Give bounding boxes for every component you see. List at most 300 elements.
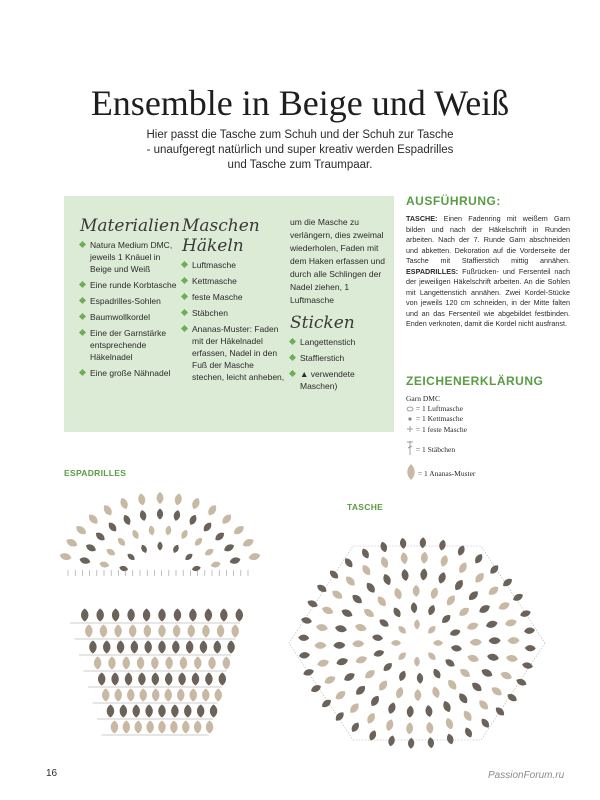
stitch-mark [158,641,165,654]
stitch-mark [203,547,215,557]
stitches-continuation: um die Masche zu verlängern, dies zweimal wiederholen, Faden mit dem Haken erfassen und durch alle Schlingen der Nadel ziehen, 1 Luftmasche [290,217,385,305]
tasche-label: TASCHE: [406,214,438,223]
stitch-mark [344,574,357,587]
stitch-mark [182,721,189,734]
stitch-mark [392,606,403,619]
stitch-mark [223,657,230,670]
stitch-mark [140,689,147,702]
list-item: Eine große Nähnadel [80,367,180,379]
stitch-mark [165,673,172,686]
stitch-mark [506,654,519,663]
stitch-mark [314,642,326,649]
stitch-mark [227,641,234,654]
stitch-mark [315,623,328,632]
list-item: Eine der Garnstärke entsprechende Häkelnadel [80,327,180,363]
stitch-mark [197,705,204,718]
stitch-mark [152,673,159,686]
page-number: 16 [46,768,58,779]
stitch-mark [241,537,255,548]
stitch-mark [157,542,162,551]
stitch-mark [125,673,132,686]
list-item: Kettmasche [182,275,288,287]
stitch-mark [473,571,486,585]
list-item: Langettenstich [290,336,386,348]
stitch-mark [105,547,117,557]
stitch-mark [148,525,155,536]
stitch-mark [248,552,261,562]
stitch-mark [126,552,136,562]
stitch-mark [372,634,384,642]
single-crochet-icon [406,425,414,433]
materials-heading: Materialien [80,216,181,236]
stitch-mark [316,658,329,667]
stitch-mark [406,722,414,734]
stitch-mark [354,684,367,697]
stitch-mark [336,657,349,667]
stitch-mark [170,721,177,734]
stitch-mark [431,686,441,700]
stitch-mark [354,623,367,633]
stitch-mark [223,543,236,554]
stitch-mark [439,554,449,567]
stitch-mark [137,493,146,506]
stitch-mark [330,588,344,600]
stitch-mark [102,503,114,517]
stitch-mark [111,673,118,686]
stitch-mark [521,661,533,670]
stitch-mark [220,609,227,622]
stitch-mark [229,556,241,565]
embroidery-heading: Sticken [290,313,355,333]
stitch-mark [427,604,437,617]
stitch-mark [119,565,129,572]
stitch-mark [414,619,420,629]
stitch-mark [173,625,180,638]
stitch-mark [138,673,145,686]
stitch-mark [99,561,110,569]
stitch-mark [397,624,408,635]
stitch-mark [217,625,224,638]
stitch-mark [437,571,447,585]
stitch-mark [87,512,100,525]
stitch-mark [145,705,152,718]
stitch-mark [467,589,480,602]
stitch-mark [368,729,378,742]
list-item: ▲ verwendete Maschen) [290,368,386,392]
stitch-mark [446,733,455,745]
stitch-mark [180,657,187,670]
stitch-mark [157,509,163,520]
stitch-mark [205,673,212,686]
stitch-mark [489,637,501,644]
stitch-mark [466,621,480,631]
stitch-mark [427,737,435,749]
stitch-mark [210,561,221,569]
stitch-mark [108,657,115,670]
stitch-mark [85,625,92,638]
list-item: Stäbchen [182,307,288,319]
stitch-mark [431,667,442,680]
stitch-mark [499,670,513,681]
stitch-mark [135,721,142,734]
stitch-mark [501,577,514,589]
stitch-mark [192,673,199,686]
stitch-mark [298,634,309,641]
stitch-mark [119,497,130,511]
materials-list [80,239,180,379]
stitch-mark [463,726,474,739]
stitch-mark [111,721,118,734]
stitch-mark [165,657,172,670]
stitch-mark [191,497,202,511]
stitch-mark [364,581,377,595]
stitch-mark [348,701,361,715]
stitch-mark [184,552,194,562]
stitch-mark [458,667,472,680]
stitch-mark [158,721,165,734]
stitch-mark [426,651,437,662]
legend-label: = 1 Stäbchen [415,445,456,454]
espadrilles-text: Fußrücken- und Fersenteil nach der jeweiligen Häkelschrift arbeiten. An die Sohlen mit Langettenstich annähen. Zwei Kordel-Stücke von jeweils 120 cm schneiden, in der Mitte falten und an das Fersenteil wie abgebildet festbinden. Enden verknoten, damit die Kordel nicht ausfranst. [406,266,570,328]
stitch-mark [202,689,209,702]
stitch-mark [100,625,107,638]
embroidery-list [290,336,386,392]
chain-stitch-icon [406,406,414,412]
stitch-mark [220,512,233,525]
stitch-mark [117,641,124,654]
stitches-list [182,259,288,383]
stitch-mark [194,657,201,670]
stitch-mark [98,673,105,686]
stitch-mark [457,605,471,618]
materials-column [80,216,180,383]
stitch-mark [504,618,517,627]
stitch-mark [206,721,213,734]
stitch-mark [171,705,178,718]
stitch-mark [200,641,207,654]
stitch-mark [395,686,405,699]
stitch-mark [208,657,215,670]
legend-row [406,424,467,434]
stitch-mark [193,536,204,547]
stitch-mark [180,529,189,540]
stitch-mark [323,674,337,685]
stitch-mark [399,537,407,549]
stitch-mark [462,709,474,723]
stitch-mark [96,609,103,622]
stitch-mark [378,617,391,628]
stitch-mark [205,609,212,622]
legend-row [406,438,455,454]
stitch-mark [379,556,389,570]
espadrille-toe-chart [60,488,260,578]
stitch-mark [85,543,98,554]
stitch-mark [379,541,388,553]
stitch-mark [103,641,110,654]
stitch-mark [194,721,201,734]
stitch-mark [158,625,165,638]
stitch-mark [363,668,377,681]
stitch-mark [350,593,364,606]
stitch-mark [519,609,531,618]
stitch-mark [123,721,130,734]
stitch-mark [494,705,506,717]
stitch-mark [334,624,347,633]
stitch-mark [343,671,357,683]
stitch-mark [406,705,414,718]
list-item: Baumwollkordel [80,311,180,323]
stitch-mark [133,705,140,718]
double-crochet-icon [406,441,414,455]
stitch-mark [146,721,153,734]
stitch-mark [507,637,519,644]
stitch-mark [107,521,119,534]
stitch-mark [127,609,134,622]
stitch-mark [426,721,434,734]
stitch-mark [485,619,498,629]
stitch-mark [416,673,423,684]
stitch-mark [94,531,106,543]
stitch-mark [413,585,420,597]
stitch-mark [497,600,511,611]
stitch-mark [173,509,182,521]
stitch-mark [137,657,144,670]
stitch-mark [188,514,198,527]
materials-box [64,196,394,432]
stitch-mark [414,689,421,701]
stitch-mark [480,667,494,678]
stitch-mark [143,609,150,622]
stitch-mark [385,718,395,731]
stitch-mark [219,673,226,686]
slip-stitch-icon [406,416,414,422]
stitch-mark [373,649,385,658]
pineapple-stitch-icon [406,464,416,480]
stitch-mark [387,701,397,715]
stitch-mark [440,613,452,625]
execution-heading: AUSFÜHRUNG: [406,194,501,208]
execution-text [406,214,570,330]
stitch-mark [382,573,393,587]
list-item: Espadrilles-Sohlen [80,295,180,307]
stitch-mark [65,537,79,548]
stitch-mark [202,521,214,534]
stitch-mark [186,641,193,654]
stitch-mark [74,524,88,537]
stitch-mark [114,625,121,638]
stitch-mark [355,655,369,665]
stitch-mark [151,657,158,670]
stitch-mark [174,609,181,622]
espadrille-heel-chart [62,605,262,765]
tasche-section-label: TASCHE [347,502,384,512]
stitch-mark [310,683,323,694]
bag-hexagon-chart [284,518,550,768]
stitch-mark [444,717,454,731]
stitch-mark [446,678,459,692]
watermark: PassionForum.ru [488,770,565,781]
stitch-mark [444,657,457,668]
stitch-mark [479,717,491,730]
legend-label: = 1 feste Masche [415,425,467,434]
stitch-mark [391,640,401,646]
stitch-mark [408,738,415,749]
stitch-mark [525,645,536,652]
stitch-mark [177,689,184,702]
stitch-mark [365,711,377,725]
stitch-mark [425,705,434,718]
legend-label: = 1 Luftmasche [415,404,464,413]
stitch-mark [129,625,136,638]
stitch-mark [369,694,381,708]
stitch-mark [334,689,348,702]
stitch-mark [189,609,196,622]
stitch-mark [131,641,138,654]
stitch-mark [421,551,429,563]
stitch-mark [131,529,140,540]
stitch-mark [89,641,96,654]
stitch-mark [184,705,191,718]
stitch-mark [202,625,209,638]
stitch-mark [487,584,501,597]
stitch-mark [449,628,461,637]
stitch-mark [360,563,372,577]
stitch-mark [438,539,447,551]
stitch-mark [127,689,134,702]
stitch-mark [397,670,407,683]
stitch-mark [210,705,217,718]
stitch-mark [362,607,376,620]
stitch-mark [486,653,499,662]
stitch-mark [441,700,452,714]
stitch-mark [206,503,218,517]
stitch-mark [350,721,361,734]
legend-yarn: Garn DMC [406,394,440,403]
stitch-mark [215,689,222,702]
stitch-mark [152,689,159,702]
stitch-mark [190,689,197,702]
legend-label: = 1 Ananas-Muster [417,469,476,478]
stitch-mark [299,652,311,660]
stitch-mark [387,735,396,747]
stitch-mark [340,607,354,618]
stitch-mark [401,569,410,582]
stitch-mark [232,524,246,537]
stitch-mark [506,692,519,703]
stitch-mark [231,625,238,638]
stitch-mark [158,609,165,622]
legend-row [406,404,463,413]
list-item: Natura Medium DMC, jeweils 1 Knäuel in Beige und Weiß [80,239,180,275]
page-title: Ensemble in Beige und Weiß [90,83,510,123]
legend-heading: ZEICHENERKLÄRUNG [406,374,544,388]
stitch-mark [397,651,408,662]
stitch-mark [420,568,428,581]
stitch-mark [393,587,403,601]
hexagon-outline [289,546,545,740]
stitch-mark [478,603,492,615]
stitch-mark [144,625,151,638]
stitch-mark [144,641,151,654]
stitch-mark [375,594,388,608]
stitch-mark [466,653,479,663]
stitch-mark [214,641,221,654]
stitch-mark [188,625,195,638]
stitch-mark [115,689,122,702]
stitch-mark [236,609,243,622]
list-item: Ananas-Muster: Faden mit der Häkelnadel erfassen, Nadel in den Fuß der Masche stechen, leicht anheben, [182,323,288,383]
list-item: feste Masche [182,291,288,303]
stitch-mark [191,565,201,572]
stitch-mark [165,689,172,702]
stitch-mark [470,680,484,693]
stitch-mark [79,556,91,565]
stitch-mark [477,698,490,711]
stitch-mark [122,514,132,527]
stitch-mark [107,705,114,718]
stitch-mark [429,587,439,600]
stitch-mark [414,657,420,667]
stitch-mark [158,705,165,718]
stitch-mark [172,641,179,654]
stitch-mark [140,544,148,554]
stitch-mark [172,544,180,554]
stitch-mark [419,537,426,548]
legend-row [406,460,475,478]
stitch-mark [321,605,335,616]
stitch-mark [120,705,127,718]
legend-row [406,414,463,423]
espadrilles-section-label: ESPADRILLES [64,468,127,478]
stitch-mark [453,578,465,592]
stitch-mark [59,552,72,562]
stitch-mark [524,627,536,635]
stitch-mark [470,639,482,646]
legend-label: = 1 Kettmasche [415,414,464,423]
stitch-mark [410,602,417,613]
stitch-mark [360,547,371,560]
stitch-mark [382,661,394,673]
stitch-mark [473,552,484,565]
stitch-mark [123,657,130,670]
stitch-mark [433,640,443,646]
intro-text: Hier passt die Tasche zum Schuh und der Schuh zur Tasche - unaufgeregt natürlich und super kreativ werden Espadrilles und Tasche zum Traumpaar. [146,129,454,171]
stitch-mark [320,698,333,710]
stitch-mark [81,609,88,622]
stitch-mark [302,668,314,677]
stitch-mark [94,657,101,670]
stitches-column [182,216,288,387]
stitch-mark [512,592,525,603]
stitch-mark [457,691,470,705]
stitch-mark [174,493,183,506]
stitches-heading: Maschen Häkeln [182,216,260,256]
stitch-mark [112,609,119,622]
stitch-mark [490,685,504,697]
stitch-mark [316,583,329,594]
list-item: Staffierstich [290,352,386,364]
stitch-mark [213,531,225,543]
third-column [290,216,386,396]
stitch-mark [328,568,340,580]
stitch-mark [488,563,500,575]
stitch-mark [139,509,148,521]
stitch-mark [445,594,458,608]
stitch-mark [451,644,463,652]
stitch-mark [334,710,346,722]
stitch-mark [426,624,437,635]
stitch-mark [102,689,109,702]
